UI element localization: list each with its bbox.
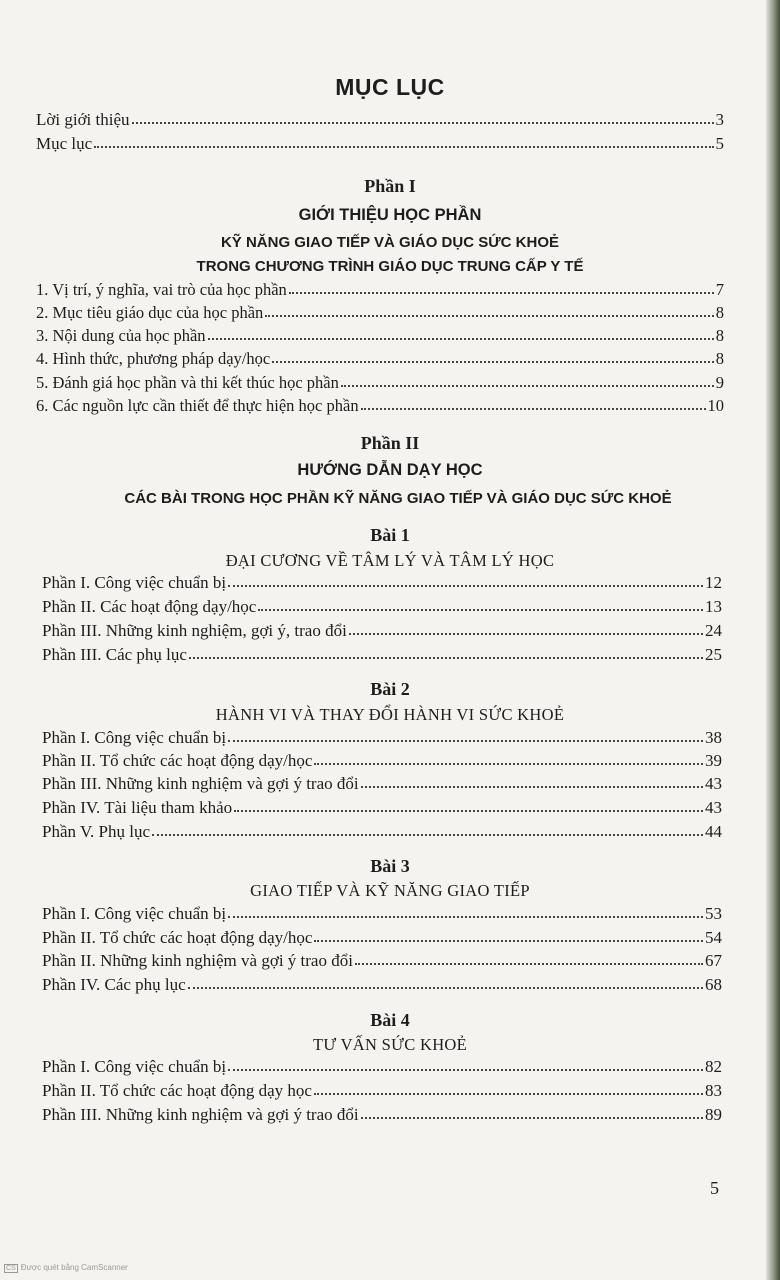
- camscanner-icon: CS: [6, 1265, 16, 1272]
- toc-entry: Phần IV. Các phụ lục 68: [42, 975, 722, 994]
- toc-entry: Phần II. Những kinh nghiệm và gợi ý trao đổi 67: [42, 951, 722, 970]
- toc-entry: Phần IV. Tài liệu tham khảo 43: [42, 798, 722, 817]
- toc-entry: Phần I. Công việc chuẩn bị 38: [42, 728, 722, 747]
- toc-entry: Lời giới thiệu 3: [36, 110, 724, 129]
- toc-entry: 1. Vị trí, ý nghĩa, vai trò của học phần 7: [36, 280, 724, 299]
- scanner-watermark: CS Được quét bằng CamScanner: [6, 1263, 128, 1272]
- lesson-title: ĐẠI CƯƠNG VỀ TÂM LÝ VÀ TÂM LÝ HỌC: [225, 551, 555, 570]
- toc-entry: 4. Hình thức, phương pháp dạy/học 8: [36, 349, 724, 368]
- toc-entry: Phần III. Các phụ lục 25: [42, 645, 722, 664]
- part-heading: GIỚI THIỆU HỌC PHẦN: [298, 206, 482, 224]
- page-number: 5: [710, 1178, 719, 1198]
- part-label: Phần I: [364, 176, 416, 196]
- toc-entry: Phần II. Tổ chức các hoạt động dạy/học 39: [42, 751, 722, 770]
- part-subheading: CÁC BÀI TRONG HỌC PHẦN KỸ NĂNG GIAO TIẾP VÀ GIÁO DỤC SỨC KHOẺ: [124, 490, 672, 507]
- lesson-title: GIAO TIẾP VÀ KỸ NĂNG GIAO TIẾP: [250, 881, 530, 900]
- lesson-title: HÀNH VI VÀ THAY ĐỔI HÀNH VI SỨC KHOẺ: [215, 705, 565, 724]
- part-heading: HƯỚNG DẪN DẠY HỌC: [297, 461, 483, 479]
- toc-entry: Phần I. Công việc chuẩn bị 82: [42, 1057, 722, 1076]
- part-label: Phần II: [360, 433, 420, 453]
- toc-entry: Phần II. Tổ chức các hoạt động dạy/học 54: [42, 928, 722, 947]
- toc-entry: 6. Các nguồn lực cần thiết để thực hiện học phần 10: [36, 396, 724, 415]
- toc-entry: Phần III. Những kinh nghiệm và gợi ý trao đổi 89: [42, 1105, 722, 1124]
- lesson-label: Bài 1: [370, 525, 410, 545]
- part-subheading: KỸ NĂNG GIAO TIẾP VÀ GIÁO DỤC SỨC KHOẺ: [220, 234, 560, 251]
- toc-entry: Phần V. Phụ lục 44: [42, 822, 722, 841]
- lesson-label: Bài 4: [370, 1010, 410, 1030]
- toc-entry: Phần I. Công việc chuẩn bị 53: [42, 904, 722, 923]
- toc-entry: 3. Nội dung của học phần 8: [36, 326, 724, 345]
- part-subheading: TRONG CHƯƠNG TRÌNH GIÁO DỤC TRUNG CẤP Y TẾ: [196, 258, 584, 275]
- toc-title: MỤC LỤC: [335, 74, 445, 100]
- lesson-label: Bài 2: [370, 679, 410, 699]
- toc-entry: 2. Mục tiêu giáo dục của học phần 8: [36, 303, 724, 322]
- toc-entry: Phần II. Tổ chức các hoạt động dạy học 83: [42, 1081, 722, 1100]
- toc-entry: 5. Đánh giá học phần và thi kết thúc học phần 9: [36, 373, 724, 392]
- lesson-title: TƯ VẤN SỨC KHOẺ: [312, 1035, 467, 1054]
- toc-entry: Mục lục 5: [36, 134, 724, 153]
- toc-entry: Phần I. Công việc chuẩn bị 12: [42, 573, 722, 592]
- toc-entry: Phần III. Những kinh nghiệm và gợi ý trao đổi 43: [42, 774, 722, 793]
- toc-entry: Phần II. Các hoạt động dạy/học 13: [42, 597, 722, 616]
- toc-entry: Phần III. Những kinh nghiệm, gợi ý, trao đổi 24: [42, 621, 722, 640]
- lesson-label: Bài 3: [370, 856, 410, 876]
